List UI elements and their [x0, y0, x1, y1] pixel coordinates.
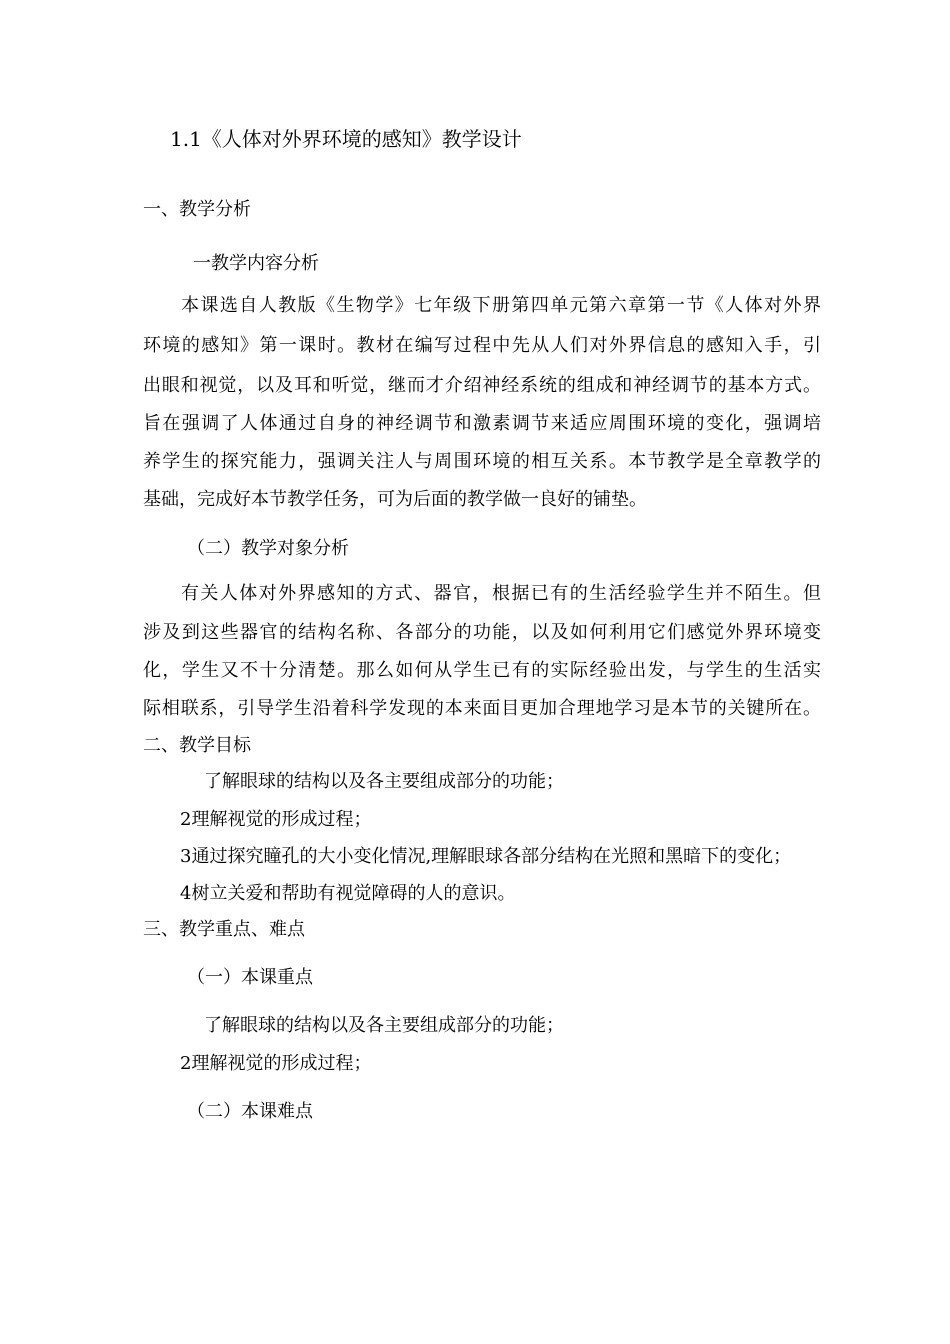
subheading-student-analysis: （二）教学对象分析 [187, 538, 349, 559]
objective-item: 了解眼球的结构以及各主要组成部分的功能； [204, 771, 564, 792]
paragraph-line: 涉及到这些器官的结构名称、各部分的功能，以及如何利用它们感觉外界环境变 [143, 622, 821, 643]
key-point-item: 了解眼球的结构以及各主要组成部分的功能； [204, 1015, 564, 1036]
paragraph-line: 基础，完成好本节教学任务，可为后面的教学做一良好的铺垫。 [143, 489, 647, 510]
paragraph-line: 环境的感知》第一课时。教材在编写过程中先从人们对外界信息的感知入手，引 [143, 335, 821, 356]
paragraph-line: 出眼和视觉，以及耳和听觉，继而才介绍神经系统的组成和神经调节的基本方式。 [143, 375, 821, 396]
objective-item: 4树立关爱和帮助有视觉障碍的人的意识。 [180, 883, 516, 904]
section-heading-objectives: 二、教学目标 [143, 735, 251, 756]
paragraph-line: 际相联系，引导学生沿着科学发现的本来面目更加合理地学习是本节的关键所在。 [143, 698, 821, 719]
paragraph-line: 化，学生又不十分清楚。那么如何从学生已有的实际经验出发，与学生的生活实 [143, 660, 821, 681]
paragraph-line: 旨在强调了人体通过自身的神经调节和激素调节来适应周围环境的变化，强调培 [143, 413, 821, 434]
paragraph-line: 养学生的探究能力，强调关注人与周围环境的相互关系。本节教学是全章教学的 [143, 451, 821, 472]
subheading-difficult-points: （二）本课难点 [187, 1101, 313, 1122]
objective-item: 3通过探究瞳孔的大小变化情况,理解眼球各部分结构在光照和黑暗下的变化； [180, 846, 792, 867]
paragraph-line: 本课选自人教版《生物学》七年级下册第四单元第六章第一节《人体对外界 [181, 295, 821, 316]
document-title: 1.1《人体对外界环境的感知》教学设计 [170, 127, 522, 151]
subheading-content-analysis: 一教学内容分析 [193, 253, 319, 274]
section-heading-key-points: 三、教学重点、难点 [143, 919, 305, 940]
key-point-item: 2理解视觉的形成过程； [180, 1053, 372, 1074]
objective-item: 2理解视觉的形成过程； [180, 809, 372, 830]
paragraph-line: 有关人体对外界感知的方式、器官，根据已有的生活经验学生并不陌生。但 [181, 583, 821, 604]
subheading-key-points: （一）本课重点 [187, 967, 313, 988]
section-heading-analysis: 一、教学分析 [143, 199, 251, 220]
